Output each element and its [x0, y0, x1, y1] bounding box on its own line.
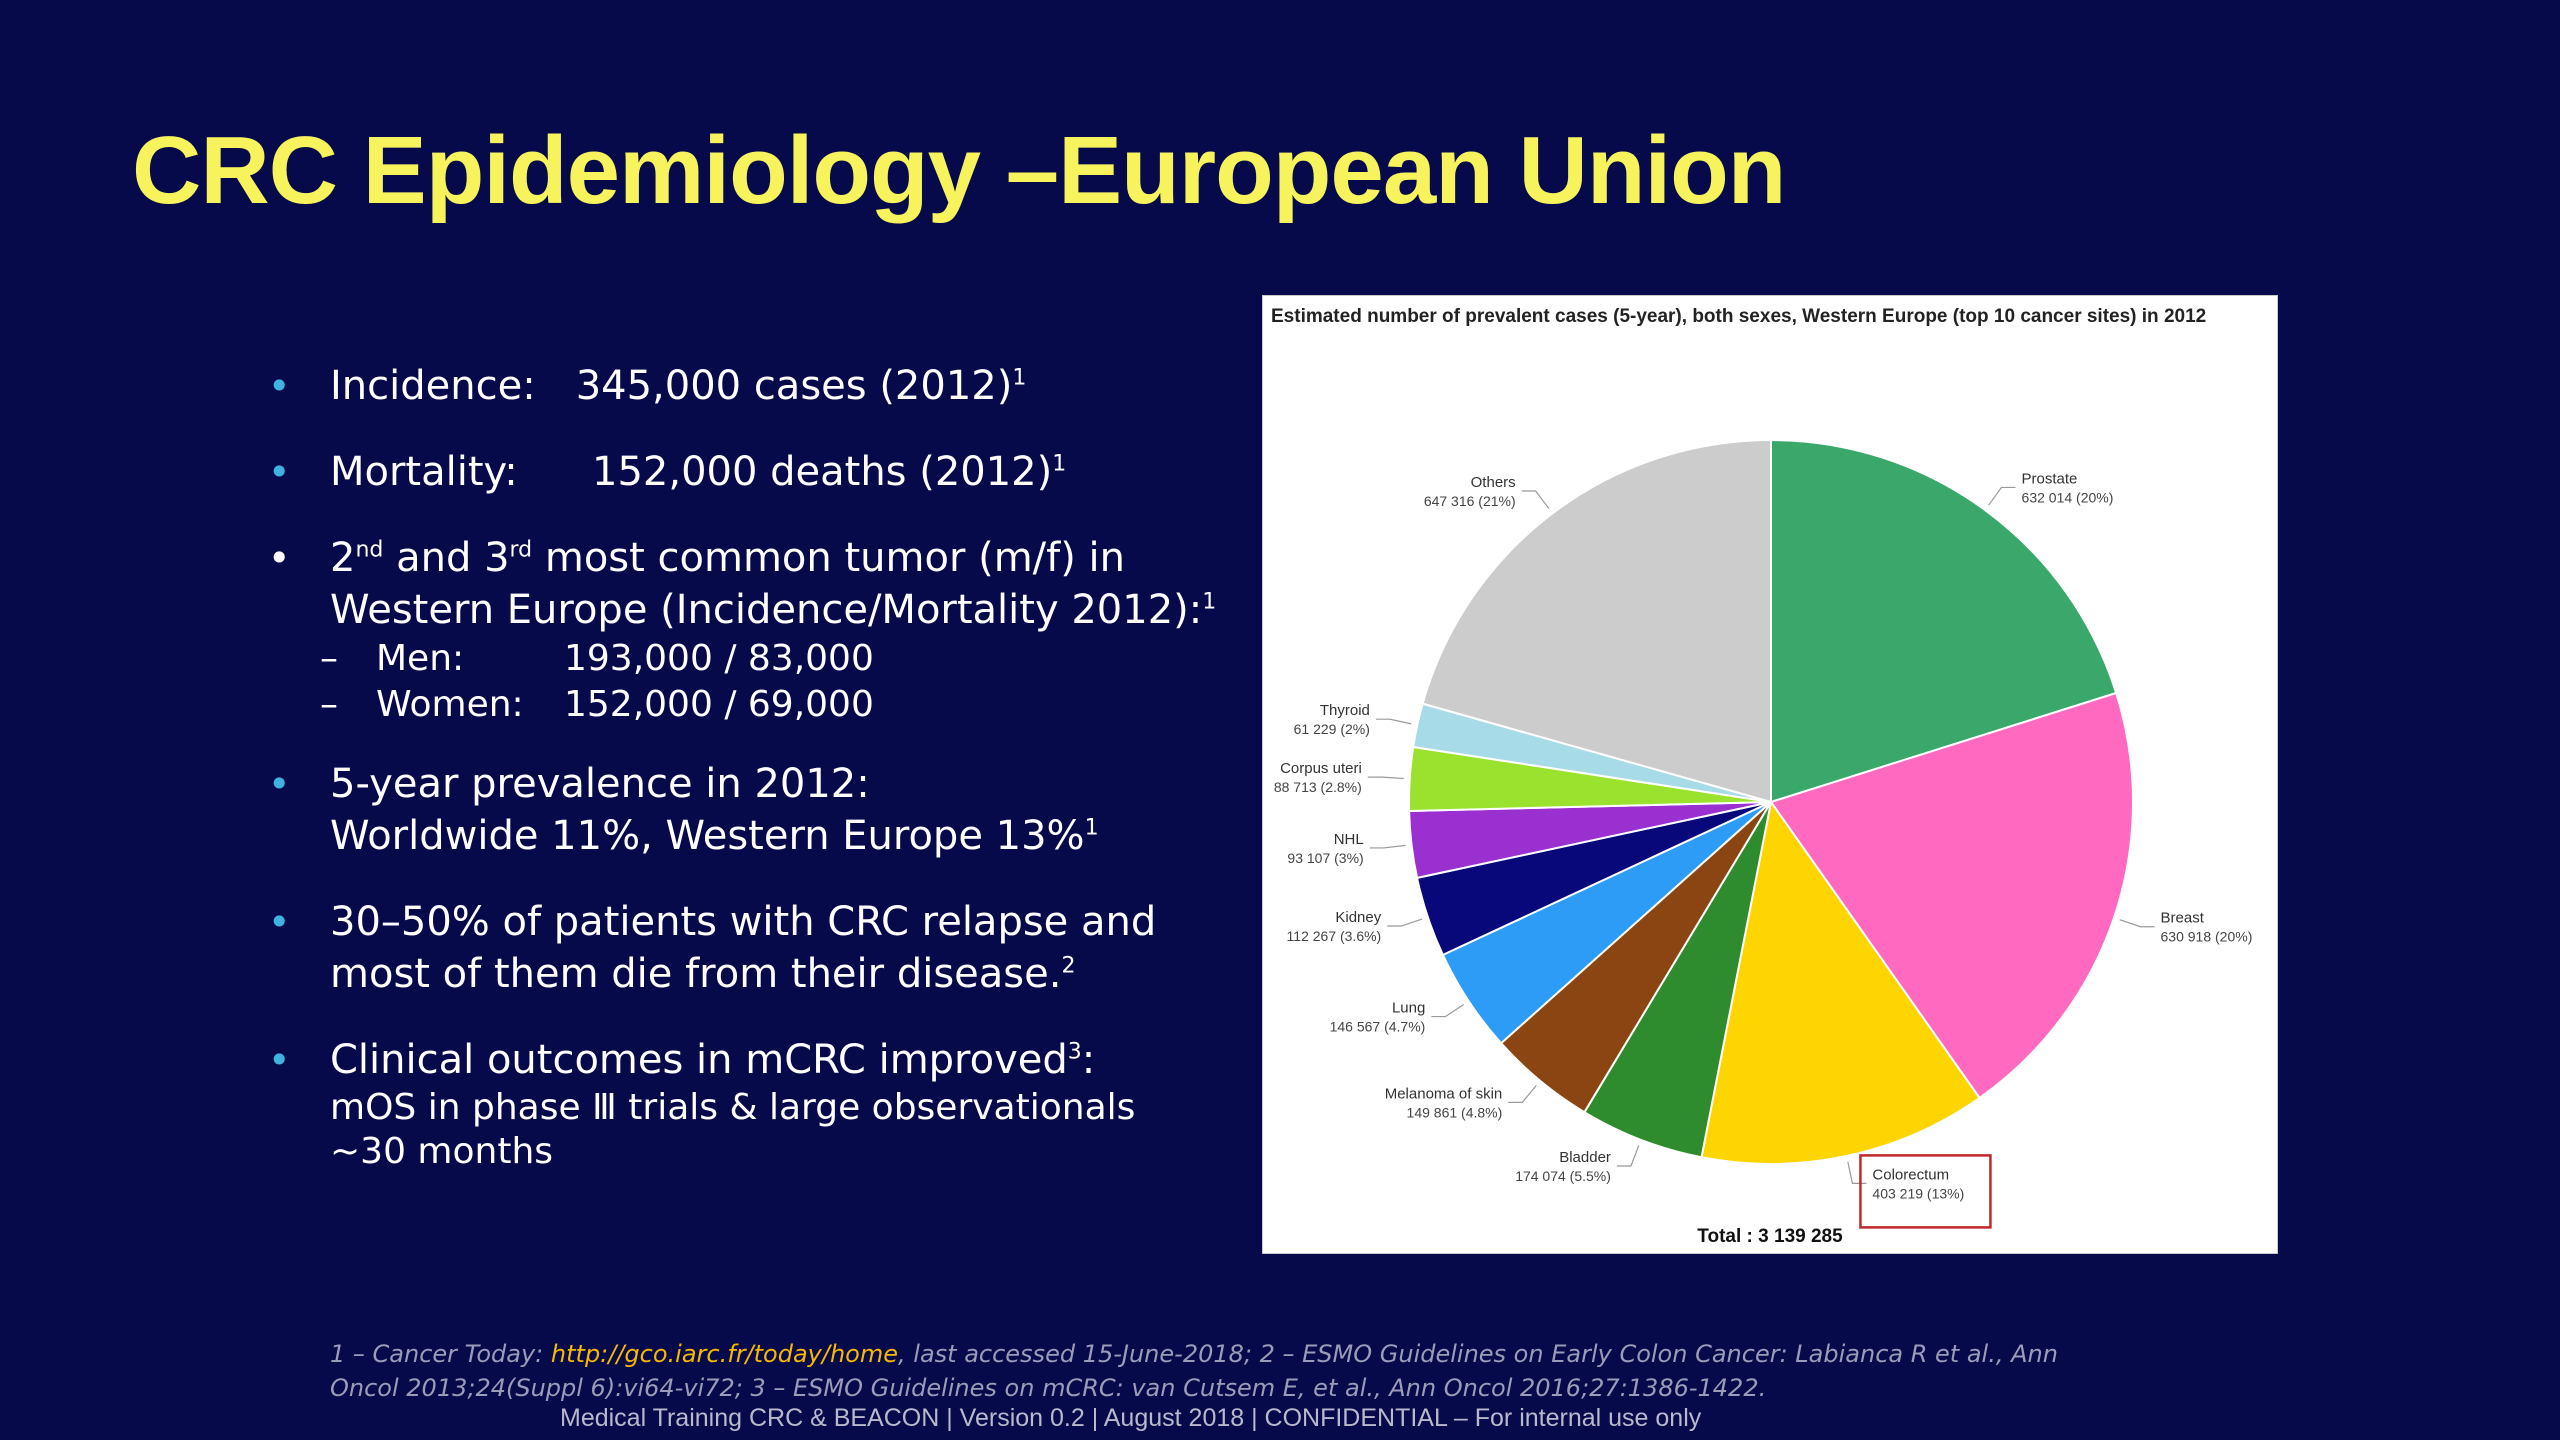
women-value: 152,000 / 69,000 [564, 684, 874, 725]
rank-and-3: and 3 [396, 535, 510, 581]
slice-label-prostate: Prostate [2021, 470, 2078, 488]
men-value: 193,000 / 83,000 [564, 638, 874, 679]
slice-value-breast: 630 918 (20%) [2160, 928, 2253, 945]
footnote-part-1: 1 – Cancer Today: [330, 1340, 551, 1368]
slice-value-thyroid: 61 229 (2%) [1293, 721, 1370, 738]
chart-title: Estimated number of prevalent cases (5-year), both sexes, Western Europe (top 10 cancer sites) in 2012 [1271, 306, 2207, 327]
slice-value-kidney: 112 267 (3.6%) [1286, 928, 1382, 945]
bullet-dot-icon: • [268, 450, 291, 494]
slice-value-bladder: 174 074 (5.5%) [1515, 1167, 1611, 1184]
outcomes-ref: 3 [1067, 1039, 1082, 1065]
footer: Medical Training CRC & BEACON | Version 0.2 | August 2018 | CONFIDENTIAL – For internal use only [560, 1404, 1702, 1432]
bullet-rank [268, 532, 1248, 728]
rank-ref: 1 [1202, 589, 1217, 615]
sub-item-women: – Women: 152,000 / 69,000 [330, 682, 1248, 728]
rank-number-2: 2 [330, 535, 356, 581]
slice-label-thyroid: Thyroid [1319, 702, 1370, 720]
relapse-line-2: most of them die from their disease. [330, 951, 1062, 997]
leader-line-corpus-uteri [1368, 777, 1404, 778]
bullet-mortality [268, 446, 1248, 498]
slice-label-corpus-uteri: Corpus uteri [1280, 760, 1362, 778]
bullet-dot-icon: • [268, 1038, 291, 1082]
bullet-list [268, 360, 1248, 1208]
outcomes-colon: : [1081, 1037, 1096, 1083]
leader-line-breast [2120, 920, 2155, 927]
rank-text: most common tumor (m/f) in [544, 535, 1126, 581]
slice-label-kidney: Kidney [1335, 909, 1382, 927]
women-label: Women: [376, 684, 524, 725]
prevalence-line-2: Worldwide 11%, Western Europe 13% [330, 813, 1085, 859]
sub-item-men: – Men: 193,000 / 83,000 [330, 636, 1248, 682]
chart-total: Total : 3 139 285 [1697, 1226, 1843, 1247]
footnote [330, 1337, 2130, 1405]
slice-label-lung: Lung [1391, 999, 1426, 1017]
bullet-dot-icon: • [268, 900, 291, 944]
leader-line-thyroid [1376, 719, 1411, 724]
footnote-part-2: , last accessed 15-June-2018; 2 – ESMO Guidelines on Early Colon Cancer: Labianca R et al., Ann Oncol 2013;24(Suppl 6):vi64-vi72; 3 – ESMO Guidelines on mCRC: van Cutsem E, et al., Ann Oncol 2016;27:1386-1422. [330, 1340, 2058, 1402]
bullet-dot-icon: • [268, 364, 291, 408]
slice-label-others: Others [1470, 474, 1516, 492]
bullet-dot-icon: • [268, 762, 291, 806]
slide-title: CRC Epidemiology –European Union [132, 117, 1786, 224]
slice-label-colorectum: Colorectum [1872, 1166, 1950, 1184]
incidence-ref: 1 [1012, 365, 1027, 391]
slice-value-corpus-uteri: 88 713 (2.8%) [1273, 779, 1362, 796]
pie-chart [1263, 296, 2277, 1253]
leader-line-nhl [1370, 845, 1406, 848]
slice-label-nhl: NHL [1333, 830, 1364, 848]
footnote-link[interactable]: http://gco.iarc.fr/today/home [550, 1340, 899, 1368]
leader-line-lung [1431, 1004, 1463, 1016]
incidence-value: 345,000 cases (2012) [575, 363, 1013, 409]
slice-label-bladder: Bladder [1559, 1148, 1611, 1166]
rank-line-2: Western Europe (Incidence/Mortality 2012): [330, 587, 1203, 633]
mortality-value: 152,000 deaths (2012) [592, 449, 1053, 495]
bullet-dot-icon: • [268, 536, 291, 580]
slice-value-colorectum: 403 219 (13%) [1872, 1185, 1965, 1202]
outcomes-line-3: ~30 months [330, 1131, 554, 1172]
leader-line-others [1522, 491, 1549, 509]
slice-value-lung: 146 567 (4.7%) [1329, 1018, 1426, 1035]
slice-value-melanoma-of-skin: 149 861 (4.8%) [1406, 1104, 1503, 1121]
leader-line-prostate [1989, 487, 2016, 505]
leader-line-kidney [1387, 919, 1422, 926]
slice-value-nhl: 93 107 (3%) [1287, 849, 1364, 866]
leader-line-bladder [1617, 1145, 1639, 1166]
leader-line-melanoma-of-skin [1508, 1085, 1536, 1102]
pie-chart-panel [1262, 295, 2278, 1254]
prevalence-ref: 1 [1084, 815, 1099, 841]
leader-line-colorectum [1848, 1162, 1867, 1184]
prevalence-line-1: 5-year prevalence in 2012: [330, 761, 870, 807]
slice-value-others: 647 316 (21%) [1423, 493, 1516, 510]
slice-label-melanoma-of-skin: Melanoma of skin [1384, 1085, 1503, 1103]
slice-value-prostate: 632 014 (20%) [2021, 489, 2114, 506]
bullet-relapse [268, 896, 1248, 1000]
slice-label-breast: Breast [2160, 909, 2204, 927]
men-label: Men: [376, 638, 465, 679]
mortality-ref: 1 [1052, 451, 1067, 477]
outcomes-line-2: mOS in phase Ⅲ trials & large observationals [330, 1087, 1136, 1128]
rank-suffix-nd: nd [355, 537, 384, 563]
relapse-ref: 2 [1061, 953, 1076, 979]
outcomes-line-1: Clinical outcomes in mCRC improved [330, 1037, 1068, 1083]
bullet-incidence [268, 360, 1248, 412]
bullet-outcomes [268, 1034, 1248, 1174]
mortality-label: Mortality: [330, 449, 518, 495]
relapse-line-1: 30–50% of patients with CRC relapse and [330, 899, 1157, 945]
bullet-prevalence [268, 758, 1248, 862]
rank-suffix-rd: rd [509, 537, 533, 563]
incidence-label: Incidence: [330, 363, 536, 409]
